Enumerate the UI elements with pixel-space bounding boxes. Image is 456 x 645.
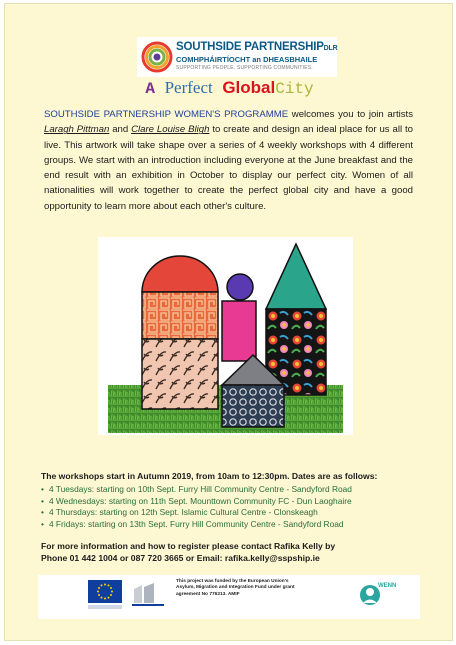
schedule-item: • 4 Wednesdays: starting on 11th Sept. Mounttown Community FC - Dun Laoghaire bbox=[41, 495, 352, 506]
grey-house bbox=[222, 385, 284, 427]
intro-text-and: and bbox=[109, 124, 132, 136]
programme-name: SOUTHSIDE PARTNERSHIP WOMEN'S PROGRAMME bbox=[44, 109, 289, 120]
purple-circle bbox=[227, 274, 253, 300]
schedule-item: • 4 Thursdays: starting on 12th Sept. Islamic Cultural Centre - Clonskeagh bbox=[41, 507, 318, 517]
leaf-building bbox=[142, 339, 218, 409]
title-word-perfect: Perfect bbox=[164, 78, 213, 97]
perfect-city-artwork bbox=[98, 237, 353, 435]
contact-line-2: Phone 01 442 1004 or 087 720 3665 or Email: rafika.kelly@sspship.ie bbox=[41, 552, 320, 563]
logo-name: SOUTHSIDE PARTNERSHIPDLR bbox=[176, 41, 338, 53]
title-word-city: City bbox=[275, 80, 314, 98]
schedule-item: • 4 Tuesdays: starting on 10th Sept. Furry Hill Community Centre - Sandyford Road bbox=[41, 484, 352, 494]
european-commission-logo-icon bbox=[128, 579, 168, 609]
contact-line-1: For more information and how to register please contact Rafika Kelly by bbox=[41, 541, 336, 551]
schedule-item: • 4 Fridays: starting on 13th Sept. Furry Hill Community Centre - Sandyford Road bbox=[41, 518, 344, 529]
title-word-global: Global bbox=[222, 78, 276, 97]
bullet-icon: • bbox=[41, 507, 44, 517]
workshop-schedule bbox=[41, 484, 352, 530]
bullet-icon: • bbox=[41, 518, 44, 529]
intro-text-2: to create and design an ideal place for us all to live. This artwork will take shape over a series of 4 weekly workshops with 4 different groups. We start with an introduction including everyone at the June breakfast and the end result with an exhibition in October to display our perfect city. Women of all nationalities will work together to create the perfect global city and have a good opportunity to learn more about each other's culture. bbox=[44, 124, 413, 212]
intro-text-1: welcomes you to join artists bbox=[288, 109, 414, 120]
logo-tagline: SUPPORTING PEOPLE. SUPPORTING COMMUNITIES. bbox=[176, 65, 313, 71]
eu-caption-strip bbox=[88, 605, 122, 609]
eu-flag-icon bbox=[88, 580, 122, 603]
wenn-label: WENN bbox=[378, 583, 397, 589]
rainbow-circle-logo-icon bbox=[141, 40, 173, 74]
maze-tower bbox=[142, 292, 218, 339]
teal-triangle bbox=[266, 244, 326, 309]
title-word-a: A bbox=[145, 80, 155, 98]
funding-statement: This project was funded by the European Union's Asylum, Migration and Integration Fund under grant agreement No 776213. AMIF bbox=[176, 579, 295, 597]
bullet-icon: • bbox=[41, 495, 44, 506]
pink-tower bbox=[222, 301, 256, 361]
contact-info bbox=[41, 541, 335, 564]
poster bbox=[4, 3, 453, 641]
bullet-icon: • bbox=[41, 484, 44, 494]
southside-partnership-logo bbox=[137, 37, 337, 77]
red-dome bbox=[142, 256, 218, 292]
artist-name-2: Clare Louise Bligh bbox=[131, 124, 210, 136]
page-title bbox=[5, 78, 454, 98]
logo-irish-name: COMHPHÁIRTÍOCHT an DHEASBHAILE bbox=[176, 55, 318, 64]
funding-footer bbox=[38, 575, 420, 619]
intro-paragraph bbox=[44, 107, 413, 214]
dates-intro: The workshops start in Autumn 2019, from 10am to 12:30pm. Dates are as follows: bbox=[41, 471, 378, 481]
artist-name-1: Laragh Pittman bbox=[44, 124, 110, 136]
